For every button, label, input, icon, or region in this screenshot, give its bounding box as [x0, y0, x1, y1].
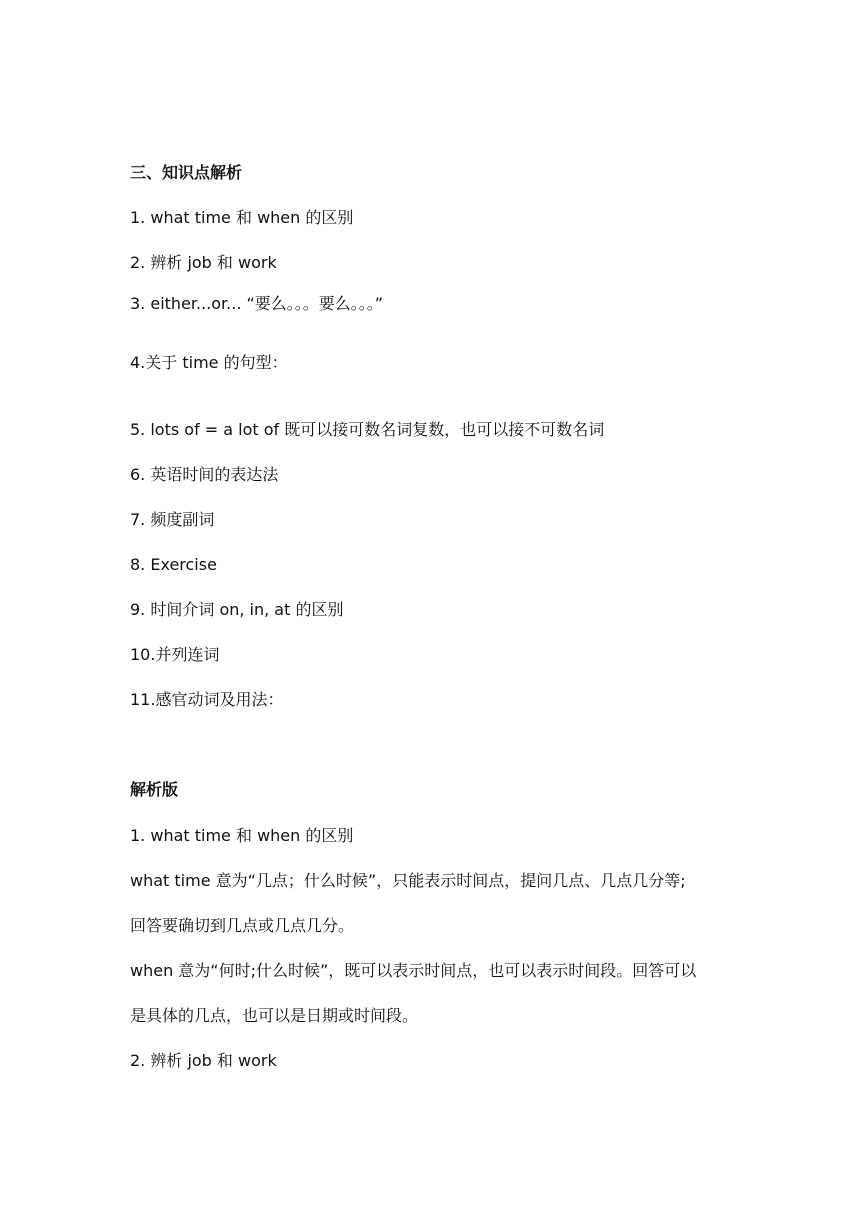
- analysis-paragraph-2-line-2: 是具体的几点，也可以是日期或时间段。: [130, 1006, 419, 1025]
- outline-item-3: 3. either...or... “要么。。。要么。。。”: [130, 294, 384, 313]
- outline-item-5: 5. lots of = a lot of 既可以接可数名词复数，也可以接不可数名词: [130, 420, 605, 439]
- outline-item-4: 4.关于 time 的句型：: [130, 353, 288, 372]
- outline-item-7: 7. 频度副词: [130, 510, 215, 529]
- outline-item-9: 9. 时间介词 on, in, at 的区别: [130, 600, 344, 619]
- outline-item-10: 10.并列连词: [130, 645, 220, 664]
- analysis-paragraph-1-line-2: 回答要确切到几点或几点几分。: [130, 916, 355, 935]
- analysis-item-1-title: 1. what time 和 when 的区别: [130, 826, 354, 845]
- analysis-paragraph-2-line-1: when 意为“何时;什么时候”，既可以表示时间点，也可以表示时间段。回答可以: [130, 961, 697, 980]
- section-heading: 三、知识点解析: [130, 163, 243, 182]
- outline-item-11: 11.感官动词及用法：: [130, 690, 284, 709]
- outline-item-1: 1. what time 和 when 的区别: [130, 208, 354, 227]
- analysis-heading: 解析版: [130, 780, 179, 799]
- analysis-item-2-title: 2. 辨析 job 和 work: [130, 1051, 277, 1070]
- outline-item-2: 2. 辨析 job 和 work: [130, 253, 277, 272]
- outline-item-6: 6. 英语时间的表达法: [130, 465, 279, 484]
- outline-item-8: 8. Exercise: [130, 555, 217, 574]
- analysis-paragraph-1-line-1: what time 意为“几点；什么时候”，只能表示时间点，提问几点、几点几分等;: [130, 871, 686, 890]
